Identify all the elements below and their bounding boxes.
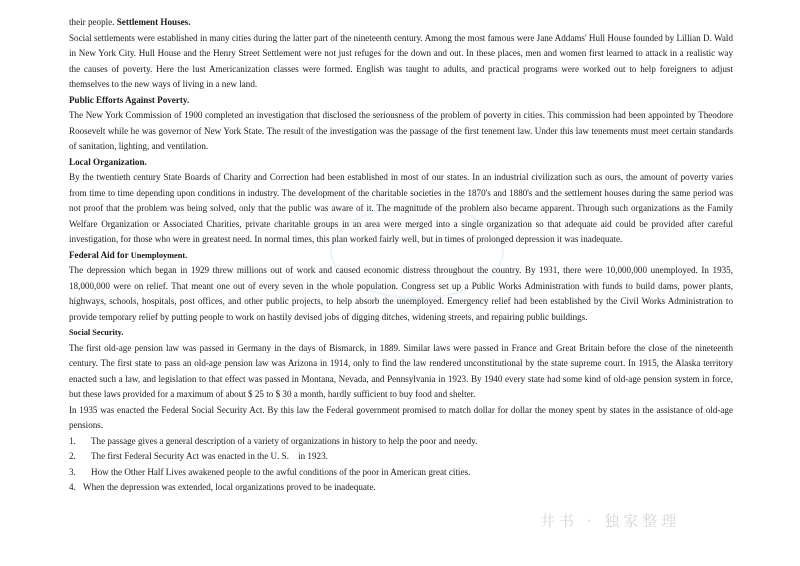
local-organization-heading: Local Organization.: [69, 156, 147, 167]
option-4-number: 4.: [69, 482, 76, 492]
option-4-text: When the depression was extended, local organizations proved to be inadequate.: [83, 482, 376, 492]
option-2-text: The first Federal Security Act was enacted in the U. S. in 1923.: [91, 451, 328, 461]
social-security-paragraph-1: The first old-age pension law was passed in Germany in the days of Bismarck, in 1889. Similar laws were passed in France and Great Britain before the close of the nineteenth century. The first state to pass an old-age pension law was Arizona in 1914, only to find the law rendered unconstitutional by the state supreme court. In 1915, the Alaska territory enacted such a law, and legislation to that effect was passed in Montana, Nevada, and Pennsylvania in 1923. By 1940 every state had some kind of old-age pension system in force, but these laws provided for a maximum of about $ 25 to $ 30 a month, hardly sufficient to buy food and shelter.: [69, 342, 733, 399]
intro-line: [69, 15, 733, 31]
document-page: [69, 15, 733, 496]
intro-text: their people.: [69, 17, 115, 27]
federal-aid-heading: [69, 248, 733, 264]
option-1: [69, 434, 733, 450]
federal-aid-heading-main: Federal Aid for: [69, 249, 129, 260]
public-efforts-paragraph: The New York Commission of 1900 completed an investigation that disclosed the seriousness of the problem of poverty in cities. This commission had been appointed by Theodore Roosevelt while he was governor of New York State. The result of the investigation was the passage of the first tenement law. Under this law tenements must meet certain standards of sanitation, lighting, and ventilation.: [69, 110, 733, 151]
social-security-paragraph-2: In 1935 was enacted the Federal Social Security Act. By this law the Federal government promised to match dollar for dollar the money spent by states in the assistance of old-age pensions.: [69, 404, 733, 430]
settlement-heading: Settlement Houses.: [116, 17, 191, 27]
settlement-paragraph: Social settlements were established in many cities during the latter part of the nineteenth century. Among the most famous were Jane Addams' Hull House founded by Lillian D. Wald in New York City. Hull House and the Henry Street Settlement were not just refuges for the down and out. In these places, men and women first learned to attack in a realistic way the causes of poverty. Here the lust Americanization classes were formed. English was taught to adults, and practical programs were worked out to help foreigners to adjust themselves to the new ways of living in a new land.: [69, 32, 733, 89]
option-2: [69, 449, 733, 465]
option-3-text: How the Other Half Lives awakened people to the awful conditions of the poor in American great cities.: [91, 466, 471, 477]
option-4: [69, 480, 733, 496]
local-organization-paragraph: By the twentieth century State Boards of Charity and Correction had been established in most of our states. In an industrial civilization such as ours, the amount of poverty varies from time to time depending upon conditions in industry. The development of the charitable societies in the 1870's and 1880's and the settlement houses during the same period was not proof that the problem was being solved, only that the public was aware of it. The magnitude of the problem also became apparent. Through such organizations as the Family Welfare Organization or Associated Charities, private charitable groups in an area were merged into a single organization so that adequate aid could be provided after careful investigation, for those who were in greatest need. In normal times, this plan worked fairly well, but in times of prolonged depression it was inadequate.: [69, 172, 733, 244]
option-3: [69, 465, 733, 481]
option-2-number: 2.: [69, 451, 76, 461]
option-3-number: 3.: [69, 466, 76, 477]
watermark-text: 井书 · 独家整理: [540, 512, 681, 530]
federal-aid-paragraph: The depression which began in 1929 threw millions out of work and caused economic distress throughout the country. By 1931, there were 10,000,000 unemployed. In 1935, 18,000,000 were on relief. That meant one out of every seven in the whole population. Congress set up a Public Works Administration with funds to build dams, power plants, highways, schools, hospitals, post offices, and other public projects, to help absorb the unemployed. Emergency relief had been established by the Civil Works Administration to provide temporary relief by putting people to work on hastily devised jobs of digging ditches, widening streets, and repairing public buildings.: [69, 265, 733, 322]
option-1-number: 1.: [69, 435, 76, 446]
option-1-text: The passage gives a general description of a variety of organizations in history to help the poor and needy.: [91, 435, 478, 446]
public-efforts-heading: Public Efforts Against Poverty.: [69, 94, 190, 105]
social-security-heading: Social Security.: [69, 328, 124, 337]
federal-aid-heading-small: Unemployment.: [130, 250, 188, 260]
